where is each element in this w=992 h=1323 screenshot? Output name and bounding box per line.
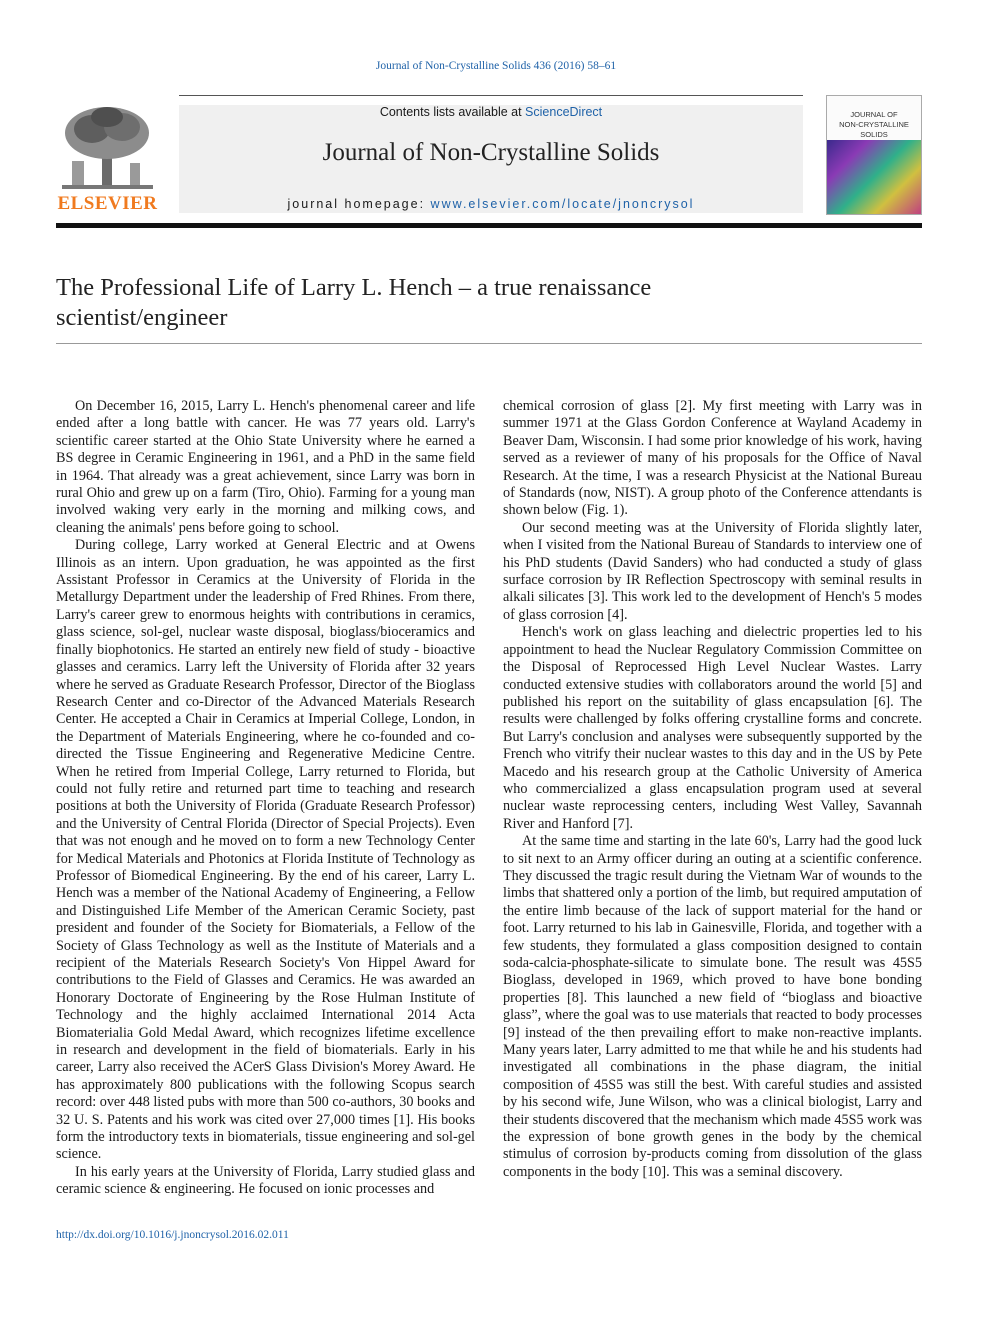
contents-line — [179, 105, 803, 119]
sciencedirect-link[interactable]: ScienceDirect — [525, 105, 603, 119]
elsevier-wordmark: ELSEVIER — [57, 193, 158, 214]
homepage-link[interactable]: www.elsevier.com/locate/jnoncrysol — [430, 197, 695, 211]
cover-title-line2: NON-CRYSTALLINE SOLIDS — [839, 120, 909, 139]
cover-artwork — [827, 140, 921, 214]
paragraph: Our second meeting was at the University of Florida slightly later, when I visited from the National Bureau of Standards to interview one of his PhD students (David Sanders) who had conducted a study of glass surface corrosion by IR Reflection Spectroscopy with seminal results in alkali silicates [3]. This work led to the development of Hench's 5 modes of glass corrosion [4]. — [503, 519, 922, 623]
homepage-line — [179, 197, 803, 211]
paragraph: chemical corrosion of glass [2]. My first meeting with Larry was in summer 1971 at the Glass Gordon Conference at Wayland Academy in Beaver Dam, Wisconsin. I had some prior knowledge of his work, having served as a reviewer of many of his proposals for the Office of Naval Research. At the time, I was a research Physicist at the National Bureau of Standards (now, NIST). A group photo of the Conference attendants is shown below (Fig. 1). — [503, 398, 922, 519]
title-rule — [56, 343, 922, 344]
cover-title-line1: JOURNAL OF — [850, 110, 898, 119]
contents-prefix: Contents lists available at — [379, 105, 526, 119]
paragraph: At the same time and starting in the late 60's, Larry had the good luck to sit next to an Army officer during an outing at a scientific conference. They discussed the tragic result during the Vietnam War of wounds to the limbs that shattered only a portion of the limb, but required amputation of the entire limb because of the lack of support material for the hand or foot. Larry returned to his lab in Gainesville, Florida, and together with a few students, they formulated a glass composition designed to contain soda-calcia-phosphate-silicate to simulate bone. The result was 45S5 Bioglass, developed in 1969, which proved to have bone bonding properties [8]. This launched a new field of “bioglass and bioactive glass”, where the goal was to use materials that reacted to body processes [9] instead of the then prevailing effort to make non-reactive implants. Many years later, Larry admitted to me that while he and his students had investigated all combinations in the phase diagram, the initial composition of 45S5 was still the best. With careful studies and assisted by his second wife, June Wilson, who was a clinical biologist, Larry and their students discovered that the mechanism which made 45S5 work was the expression of bone growth genes in the body by the chemical stimulus of corrosion by-products coming from dissolution of the glass components in the body [10]. This was a seminal discovery. — [503, 833, 922, 1180]
doi-link[interactable]: http://dx.doi.org/10.1016/j.jnoncrysol.2016.02.011 — [56, 1229, 289, 1241]
right-column — [503, 398, 922, 1181]
journal-banner — [179, 105, 803, 213]
paragraph: Hench's work on glass leaching and dielectric properties led to his appointment to head the Nuclear Regulatory Commission Committee on the Disposal of Reprocessed High Level Nuclear Wastes. Larry conducted extensive studies with collaborators around the world [5] and published his report on the suitability of glass encapsulation [6]. The results were challenged by folks offering crystalline forms and concrete. But Larry's conclusion and analyses were subsequently supported by the French who vitrify their nuclear wastes to this day and in the US by Pete Macedo and his research group at the Catholic University of America who commercialized a glass encapsulation program used at several nuclear waste reprocessing centers, including West Valley, Savannah River and Hanford [7]. — [503, 624, 922, 832]
header-rule — [179, 95, 803, 96]
header-thick-rule — [56, 223, 922, 228]
tree-icon — [56, 105, 159, 191]
elsevier-logo — [56, 105, 159, 215]
journal-title: Journal of Non-Crystalline Solids — [322, 139, 660, 166]
journal-cover[interactable] — [826, 95, 922, 215]
paragraph: On December 16, 2015, Larry L. Hench's phenomenal career and life ended after a long battle with cancer. He was 77 years old. Larry's scientific career started at the Ohio State University where he earned a BS degree in Ceramic Engineering in 1961, and a PhD in the same field in 1964. That already was a great achievement, since Larry was born in rural Ohio and grew up on a farm (Tiro, Ohio). Farming for a young man involved waking very early in the morning and milking cows, and cleaning the animals' pens before going to school. — [56, 398, 475, 536]
paragraph: In his early years at the University of Florida, Larry studied glass and ceramic science & engineering. He focused on ionic processes and — [56, 1163, 475, 1198]
paragraph: During college, Larry worked at General Electric and at Owens Illinois as an intern. Upon graduation, he was appointed as the first Assistant Professor in Ceramics at the University of Florida in the Metallurgy Department under the leadership of Fred Rhines. From there, Larry's career grew to enormous heights with contributions in ceramics, glass science, sol-gel, nuclear waste disposal, bioglass/bioceramics and finally biophotonics. He started an entirely new field of study - bioactive glasses and ceramics. Larry left the University of Florida after 32 years where he served as Graduate Research Professor, Director of the Bioglass Research Center and co-Director of the Advanced Materials Research Center. He accepted a Chair in Ceramics at Imperial College, London, in the Department of Materials Engineering, where he co-founded and co-directed the Tissue Engineering and Regenerative Medicine Centre. When he retired from Imperial College, Larry returned to Florida, but could not fully retire and returned part time to teaching and research positions at both the University of Florida (Graduate Research Professor) and the University of Central Florida (Director of Special Projects). Even that was not enough and he moved on to form a new Technology Center for Medical Materials and Photonics at Florida Institute of Technology as Professor of Biomedical Engineering. By the end of his career, Larry L. Hench was a member of the National Academy of Engineering, a Fellow and Distinguished Life Member of the American Ceramic Society, past president and founder of the Society for Biomaterials, a Fellow of the Society of Glass Technology as well as the Institute of Materials and a recipient of the Materials Research Society's Von Hippel Award for contributions to the Field of Glasses and Ceramics. He was awarded an Honorary Doctorate of Engineering by the Rose Hulman Institute of Technology and the highly acclaimed International 2014 Acta Biomaterialia Gold Medal Award, which recognizes lifetime excellence in research and development in the field of biomaterials. Early in his career, Larry also received the ACerS Glass Division's Morey Award. He has approximately 800 publications with the following Scopus search record: over 448 listed pubs with more than 500 co-authors, 30 books and 32 U. S. Patents and his work was cited over 27,000 times [1]. His books form the introductory texts in biomaterials, tissue engineering and sol-gel science. — [56, 537, 475, 1163]
masthead — [56, 95, 922, 215]
journal-citation[interactable]: Journal of Non-Crystalline Solids 436 (2016) 58–61 — [375, 60, 617, 72]
article-title: The Professional Life of Larry L. Hench – a true renaissance scientist/engineer — [56, 274, 652, 331]
left-column — [56, 398, 475, 1199]
homepage-prefix: journal homepage: — [287, 197, 431, 211]
cover-title — [827, 110, 921, 140]
